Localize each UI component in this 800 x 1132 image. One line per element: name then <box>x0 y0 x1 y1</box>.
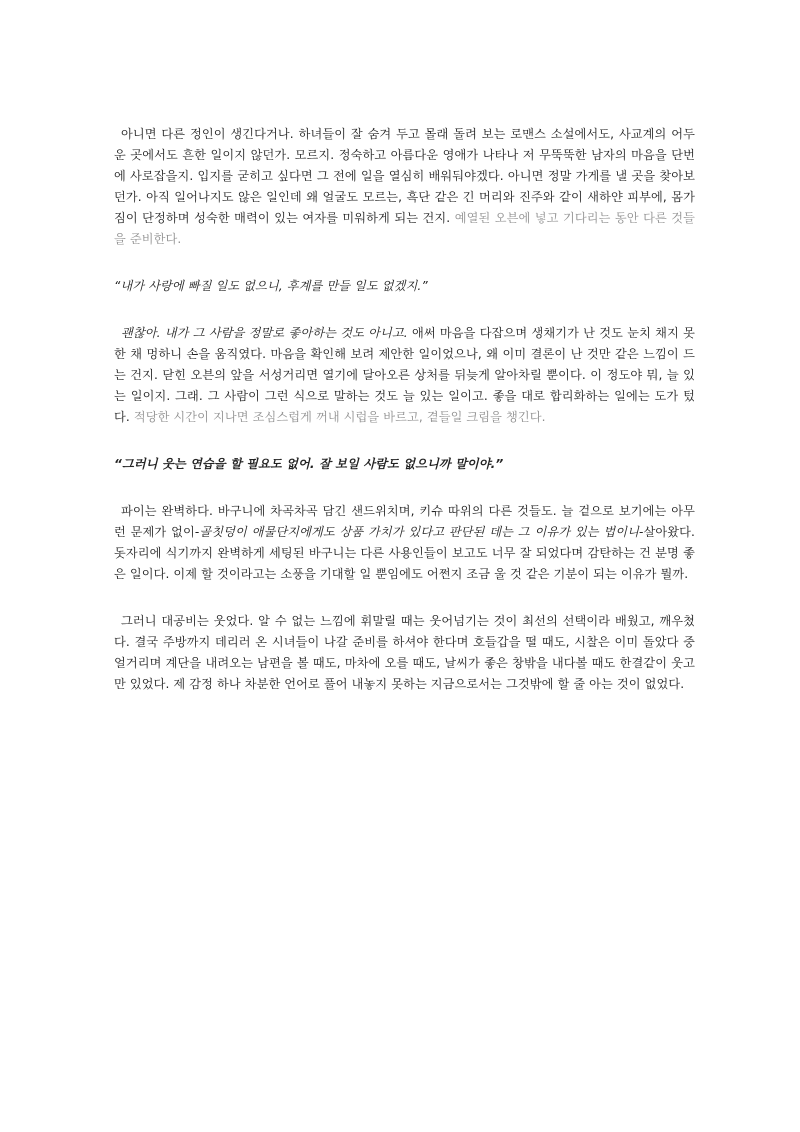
paragraph-2-text: 애써 마음을 다잡으며 생채기가 난 것도 눈치 채지 못한 채 멍하니 손을 움직였다. 마음을 확인해 보려 제안한 일이었으나, 왜 이미 결론이 난 것만 같은 느낌이 드는 건지. 닫힌 오븐의 앞을 서성거리면 열기에 달아오른 상처를 뒤늦게 알아차릴 뿐이다. 이 정도야 뭐, 늘 있는 일이지. 그래. 그 사람이 그런 식으로 말하는 것도 늘 있는 일이고. 좋을 대로 합리화하는 일에는 도가 텄다. <box>114 326 695 424</box>
spacer <box>114 297 695 323</box>
paragraph-1-text: 아니면 다른 정인이 생긴다거나. 하녀들이 잘 숨겨 두고 몰래 돌려 보는 로맨스 소설에서도, 사교계의 어두운 곳에서도 흔한 일이지 않던가. 모르지. 정숙하고 아름다운 영애가 나타나 저 무뚝뚝한 남자의 마음을 단번에 사로잡을지. 입지를 굳히고 싶다면 그 전에 일을 열심히 배워둬야겠다. 아니면 정말 가게를 낼 곳을 찾아보던가. 아직 일어나지도 않은 일인데 왜 얼굴도 모르는, 흑단 같은 긴 머리와 진주와 같이 새하얀 피부에, 몸가짐이 단정하며 성숙한 매력이 있는 여자를 미워하게 되는 건지. <box>114 127 695 225</box>
dialogue-2: “그러니 웃는 연습을 할 필요도 없어. 잘 보일 사람도 없으니까 말이야.” <box>114 457 504 471</box>
spacer <box>114 250 695 276</box>
dialogue-1: “내가 사랑에 빠질 일도 없으니, 후계를 만들 일도 없겠지.” <box>114 279 428 293</box>
paragraph-4 <box>114 611 695 695</box>
paragraph-2-italic-thought: 괜찮아. 내가 그 사람을 정말로 좋아하는 것도 아니고. <box>121 326 408 340</box>
paragraph-2 <box>114 323 695 428</box>
paragraph-2-gray-note: 적당한 시간이 지나면 조심스럽게 꺼내 시럽을 바르고, 곁들일 크림을 챙긴다. <box>129 410 546 424</box>
paragraph-4-text: 그러니 대공비는 웃었다. 알 수 없는 느낌에 휘말릴 때는 웃어넘기는 것이 최선의 선택이라 배웠고, 깨우쳤다. 결국 주방까지 데리러 온 시녀들이 나갈 준비를 하셔야 한다며 호들갑을 떨 때도, 시찰은 이미 돌았다 중얼거리며 계단을 내려오는 남편을 볼 때도, 마차에 오를 때도, 날씨가 좋은 창밖을 내다볼 때도 한결같이 웃고만 있었다. 제 감정 하나 차분한 언어로 풀어 내놓지 못하는 지금으로서는 그것밖에 할 줄 아는 것이 없었다. <box>114 614 695 691</box>
paragraph-1-gray-note: 예열된 오븐에 넣고 기다리는 동안 다른 것들을 준비한다. <box>114 211 696 246</box>
spacer <box>114 475 695 501</box>
paragraph-1 <box>114 124 695 250</box>
spacer <box>114 428 695 454</box>
spacer <box>114 585 695 611</box>
paragraph-3 <box>114 501 695 585</box>
paragraph-3-text-b: -살아왔다. 돗자리에 식기까지 완벽하게 세팅된 바구니는 다른 사용인들이 보고도 너무 잘 되었다며 감탄하는 건 분명 좋은 일이다. 이제 할 것이라고는 소풍을 기대할 일 뿐임에도 어쩐지 조금 울 것 같은 기분이 되는 이유가 뭘까. <box>114 525 696 581</box>
paragraph-3-text-a: 파이는 완벽하다. 바구니에 차곡차곡 담긴 샌드위치며, 키슈 따위의 다른 것들도. 늘 겉으로 보기에는 아무런 문제가 없이- <box>114 504 695 539</box>
paragraph-3-italic-aside: 골칫덩이 애물단지에게도 상품 가치가 있다고 판단된 데는 그 이유가 있는 법이니 <box>199 525 640 539</box>
